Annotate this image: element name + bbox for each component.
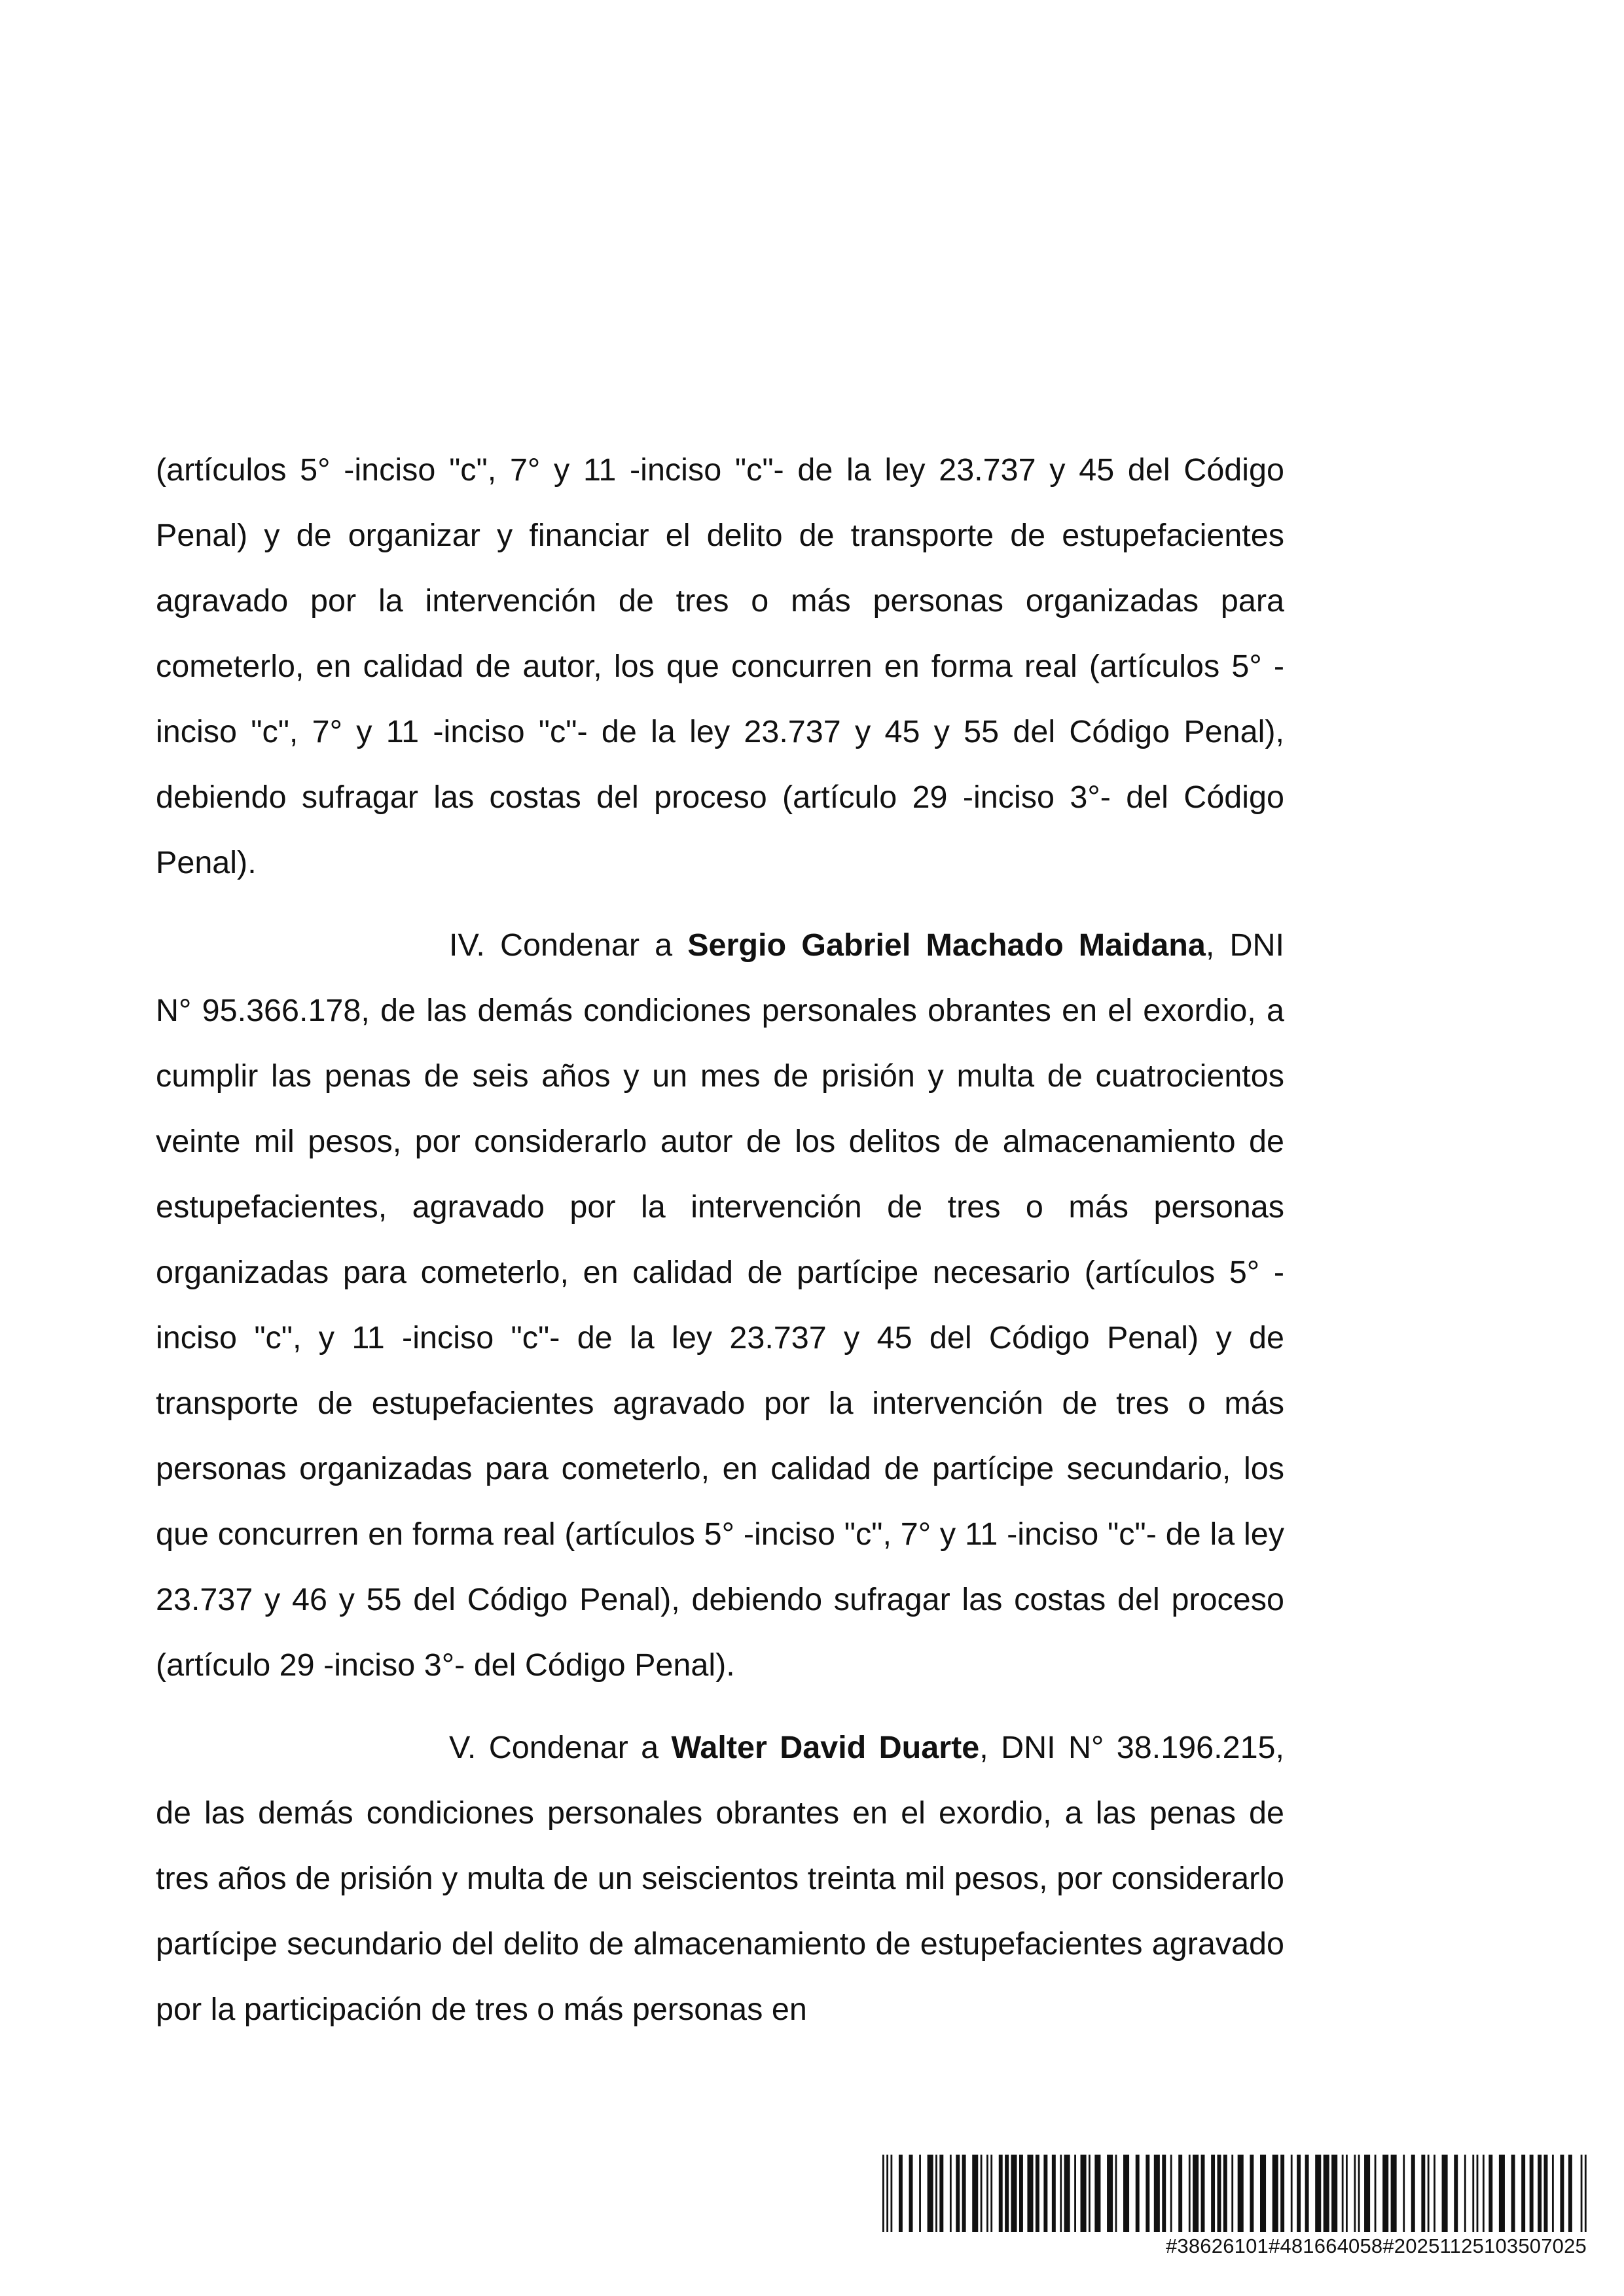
barcode-bar bbox=[1364, 2155, 1370, 2232]
barcode-bar bbox=[1411, 2155, 1415, 2232]
barcode-bar bbox=[986, 2155, 988, 2232]
barcode-bar bbox=[1170, 2155, 1172, 2232]
barcode-bar bbox=[999, 2155, 1003, 2232]
barcode-bar bbox=[1358, 2155, 1360, 2232]
barcode-bar bbox=[1346, 2155, 1348, 2232]
section-v-lead: V. Condenar a bbox=[449, 1730, 672, 1765]
barcode-bar bbox=[950, 2155, 952, 2232]
paragraph-text: (artículos 5° -inciso "c", 7° y 11 -inciso "c"- de la ley 23.737 y 45 del Código Penal) y de organizar y financiar el delito de transporte de estupefacientes agravado por la intervención de tres o más personas organizadas para cometerlo, en calidad de autor, los que concurren en forma real (artículos 5° -inciso "c", 7° y 11 -inciso "c"- de la ley 23.737 y 45 y 55 del Código Penal), debiendo sufragar las costas del proceso (artículo 29 -inciso 3°- del Código Penal). bbox=[156, 452, 1284, 880]
barcode-bar bbox=[1552, 2155, 1554, 2232]
paragraph-continuation bbox=[156, 437, 1284, 895]
barcode-bar bbox=[1081, 2155, 1087, 2232]
barcode-graphic bbox=[882, 2155, 1587, 2232]
barcode-bar bbox=[1162, 2155, 1166, 2232]
barcode-bar bbox=[886, 2155, 888, 2232]
barcode-bar bbox=[1544, 2155, 1548, 2232]
barcode-bar bbox=[1201, 2155, 1205, 2232]
barcode-bar bbox=[1115, 2155, 1117, 2232]
barcode-bar bbox=[1297, 2155, 1301, 2232]
barcode-bar bbox=[1178, 2155, 1182, 2232]
barcode-bar bbox=[1052, 2155, 1056, 2232]
barcode-bar bbox=[1136, 2155, 1140, 2232]
barcode-bar bbox=[972, 2155, 978, 2232]
paragraph-section-iv bbox=[156, 912, 1284, 1698]
barcode-bar bbox=[1324, 2155, 1329, 2232]
barcode-bar bbox=[1477, 2155, 1479, 2232]
document-body bbox=[156, 437, 1284, 2042]
barcode-bar bbox=[899, 2155, 903, 2232]
barcode-bar bbox=[1434, 2155, 1435, 2232]
barcode-bar bbox=[1280, 2155, 1284, 2232]
barcode-bar bbox=[1499, 2155, 1505, 2232]
defendant-name-duarte: Walter David Duarte bbox=[671, 1730, 980, 1765]
barcode-bar bbox=[1146, 2155, 1149, 2232]
barcode-bar bbox=[1585, 2155, 1587, 2232]
barcode-bar bbox=[890, 2155, 892, 2232]
barcode-bar bbox=[1315, 2155, 1321, 2232]
barcode-bar bbox=[1074, 2155, 1076, 2232]
barcode-bar bbox=[1060, 2155, 1062, 2232]
barcode-bar bbox=[1107, 2155, 1113, 2232]
barcode-bar bbox=[1250, 2155, 1254, 2232]
barcode-bar bbox=[1454, 2155, 1458, 2232]
barcode-bar bbox=[1511, 2155, 1515, 2232]
barcode-bar bbox=[1483, 2155, 1485, 2232]
barcode-bar bbox=[1354, 2155, 1356, 2232]
barcode-bar bbox=[1217, 2155, 1221, 2232]
section-iv-lead: IV. Condenar a bbox=[449, 927, 688, 963]
barcode-bar bbox=[990, 2155, 992, 2232]
barcode-bar bbox=[956, 2155, 960, 2232]
barcode-bar bbox=[1331, 2155, 1337, 2232]
barcode-bar bbox=[1489, 2155, 1492, 2232]
barcode-bar bbox=[909, 2155, 913, 2232]
barcode-bar bbox=[962, 2155, 966, 2232]
barcode-bar bbox=[1193, 2155, 1199, 2232]
barcode-bar bbox=[1342, 2155, 1344, 2232]
barcode-bar bbox=[1089, 2155, 1091, 2232]
barcode-bar bbox=[1403, 2155, 1405, 2232]
defendant-name-machado: Sergio Gabriel Machado Maidana bbox=[687, 927, 1206, 963]
barcode-bar bbox=[1581, 2155, 1583, 2232]
barcode-bar bbox=[919, 2155, 921, 2232]
barcode-bar bbox=[1094, 2155, 1100, 2232]
barcode-bar bbox=[1231, 2155, 1233, 2232]
barcode-bar bbox=[1472, 2155, 1474, 2232]
barcode-bar bbox=[1027, 2155, 1033, 2232]
section-iv-text: , DNI N° 95.366.178, de las demás condiciones personales obrantes en el exordio, a cumplir las penas de seis años y un mes de prisión y multa de cuatrocientos veinte mil pesos, por considerarlo autor de los delitos de almacenamiento de estupefacientes, agravado por la intervención de tres o más personas organizadas para cometerlo, en calidad de partícipe necesario (artículos 5° -inciso "c", y 11 -inciso "c"- de la ley 23.737 y 45 del Código Penal) y de transporte de estupefacientes agravado por la intervención de tres o más personas organizadas para cometerlo, en calidad de partícipe secundario, los que concurren en forma real (artículos 5° -inciso "c", 7° y 11 -inciso "c"- de la ley 23.737 y 46 y 55 del Código Penal), debiendo sufragar las costas del proceso (artículo 29 -inciso 3°- del Código Penal). bbox=[156, 927, 1284, 1683]
barcode-code: #38626101#481664058#20251125103507025 bbox=[1165, 2234, 1587, 2257]
barcode-bar bbox=[1019, 2155, 1023, 2232]
barcode-bar bbox=[1005, 2155, 1009, 2232]
barcode-bar bbox=[1036, 2155, 1039, 2232]
barcode-bar bbox=[1560, 2155, 1564, 2232]
section-v-text: , DNI N° 38.196.215, de las demás condiciones personales obrantes en el exordio, a las penas de tres años de prisión y multa de un seiscientos treinta mil pesos, por considerarlo partícipe secundario del delito de almacenamiento de estupefacientes agravado por la participación de tres o más personas en bbox=[156, 1730, 1284, 2027]
barcode-bar bbox=[1382, 2155, 1388, 2232]
barcode-bar bbox=[981, 2155, 983, 2232]
paragraph-section-v bbox=[156, 1715, 1284, 2042]
barcode-bar bbox=[1530, 2155, 1534, 2232]
barcode-bar bbox=[1154, 2155, 1160, 2232]
barcode-bar bbox=[928, 2155, 933, 2232]
barcode-bar bbox=[1305, 2155, 1309, 2232]
barcode-bar bbox=[1442, 2155, 1448, 2232]
barcode-bar bbox=[939, 2155, 943, 2232]
barcode-bar bbox=[1291, 2155, 1293, 2232]
barcode-bar bbox=[1568, 2155, 1572, 2232]
barcode-bar bbox=[1375, 2155, 1377, 2232]
barcode-bar bbox=[1189, 2155, 1191, 2232]
barcode-bar bbox=[1223, 2155, 1227, 2232]
barcode-bar bbox=[1421, 2155, 1425, 2232]
document-barcode bbox=[882, 2155, 1587, 2259]
barcode-bar bbox=[1428, 2155, 1430, 2232]
barcode-bar bbox=[1238, 2155, 1244, 2232]
barcode-bar bbox=[1521, 2155, 1525, 2232]
barcode-bar bbox=[1123, 2155, 1129, 2232]
barcode-bar bbox=[1211, 2155, 1215, 2232]
barcode-bar bbox=[882, 2155, 884, 2232]
barcode-bar bbox=[1272, 2155, 1278, 2232]
barcode-bar bbox=[1391, 2155, 1397, 2232]
barcode-bar bbox=[935, 2155, 937, 2232]
barcode-bar bbox=[1464, 2155, 1466, 2232]
barcode-bar bbox=[1260, 2155, 1266, 2232]
barcode-bar bbox=[1011, 2155, 1017, 2232]
barcode-bar bbox=[1043, 2155, 1047, 2232]
barcode-bar bbox=[1538, 2155, 1542, 2232]
barcode-bar bbox=[1064, 2155, 1070, 2232]
